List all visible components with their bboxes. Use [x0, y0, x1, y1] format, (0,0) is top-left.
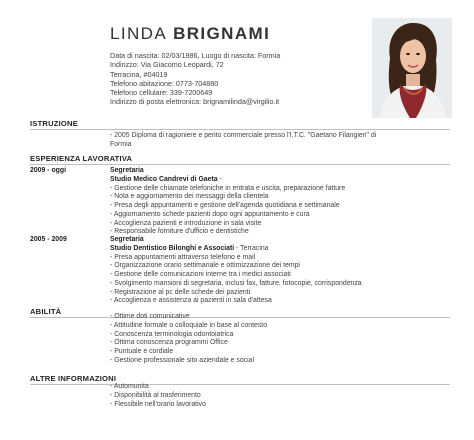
contact-line: Data di nascita: 02/03/1986, Luogo di nascita: Formia — [110, 51, 281, 60]
altre-list — [110, 383, 206, 409]
contact-info — [110, 51, 280, 107]
job-location: - — [217, 175, 222, 183]
job-dates: 2009 - oggi — [30, 167, 66, 174]
list-item: - Gestione delle chiamate telefoniche in entrata e uscita, preparazione fatture — [110, 184, 346, 192]
contact-line: Terracina, #04019 — [110, 69, 168, 79]
abilita-list — [110, 313, 267, 366]
list-item: - Puntuale e cordiale — [110, 348, 174, 355]
list-item: - Accoglienza pazienti e introduzione in sala visite — [110, 219, 262, 227]
contact-line: Telefono abitazione: 0773-704880 — [110, 78, 219, 88]
list-item: - Gestione delle comunicazioni interne tra i medici associati — [110, 271, 291, 278]
job-entry — [110, 236, 362, 306]
section-divider — [30, 384, 450, 385]
section-title-esperienza: ESPERIENZA LAVORATIVA — [30, 154, 133, 163]
list-item: - Nota e aggiornamento dei messaggi della clientela — [110, 193, 269, 201]
job-dates: 2005 - 2009 — [30, 236, 67, 243]
contact-line: Telefono cellulare: 339-7200649 — [110, 88, 213, 98]
list-item: - Responsabile forniture d'ufficio e dentistiche — [110, 228, 249, 236]
candidate-name — [110, 24, 270, 44]
section-title-istruzione: ISTRUZIONE — [30, 119, 78, 128]
section-title-altre-informazioni: ALTRE INFORMAZIONI — [30, 374, 117, 383]
list-item: - Presa degli appuntamenti e gestione dell'agenda quotidiana e settimanale — [110, 202, 340, 209]
list-item: - Svolgimento mansioni di segretaria, inclusi fax, fatture, fotocopie, corrispondenza — [110, 279, 362, 287]
list-item: - Accoglienza e assistenza ai pazienti in sala d'attesa — [110, 297, 272, 305]
section-divider — [30, 129, 450, 130]
section-divider — [30, 164, 450, 165]
list-item: - Disponibilità al trasferimento — [110, 391, 201, 399]
job-entry — [110, 167, 345, 237]
list-item: - Ottime doti comunicative — [110, 313, 190, 320]
istruzione-line: - 2005 Diploma di ragioniere e perito commerciale presso l'I.T.C. "Gaetano Filangieri" di — [110, 132, 377, 139]
first-name: LINDA — [110, 24, 168, 43]
job-tasks — [110, 254, 362, 307]
list-item: - Presa appuntamenti attraverso telefono e mail — [110, 253, 256, 261]
list-item: - Ottima conoscenza programmi Office — [110, 339, 228, 347]
profile-photo — [372, 18, 452, 118]
istruzione-line: Formia — [110, 140, 132, 148]
job-company: Studio Medico Candrevi di Gaeta — [110, 175, 218, 183]
list-item: - Flessibile nell'orario lavorativo — [110, 400, 206, 408]
job-role: Segretaria — [110, 236, 144, 243]
list-item: - Aggiornamento schede pazienti dopo ogni appuntamento e cura — [110, 210, 310, 218]
list-item: - Conoscenza terminologia odontoiatrica — [110, 330, 234, 338]
list-item: - Automunita — [110, 383, 149, 390]
contact-line: Indirizzo: Via Giacomo Leopardi, 72 — [110, 60, 224, 70]
job-company: Studio Dentistico Bilonghi e Associati — [110, 244, 235, 252]
istruzione-details — [110, 132, 376, 150]
list-item: - Attitudine formale o colloquiale in base al contesto — [110, 321, 268, 329]
job-tasks — [110, 185, 345, 238]
last-name: BRIGNAMI — [173, 24, 271, 43]
section-title-abilita: ABILITÀ — [30, 307, 62, 316]
job-location: - Terracina — [234, 244, 269, 252]
list-item: - Organizzazione orario settimanale e ottimizzazione dei tempi — [110, 262, 300, 270]
job-role: Segretaria — [110, 167, 144, 174]
contact-line: Indirizzo di posta elettronica: brignamilinda@virgilio.it — [110, 97, 280, 107]
list-item: - Gestione professionale sito aziendale e social — [110, 356, 255, 364]
list-item: - Registrazione al pc delle schede dei pazienti — [110, 288, 251, 296]
